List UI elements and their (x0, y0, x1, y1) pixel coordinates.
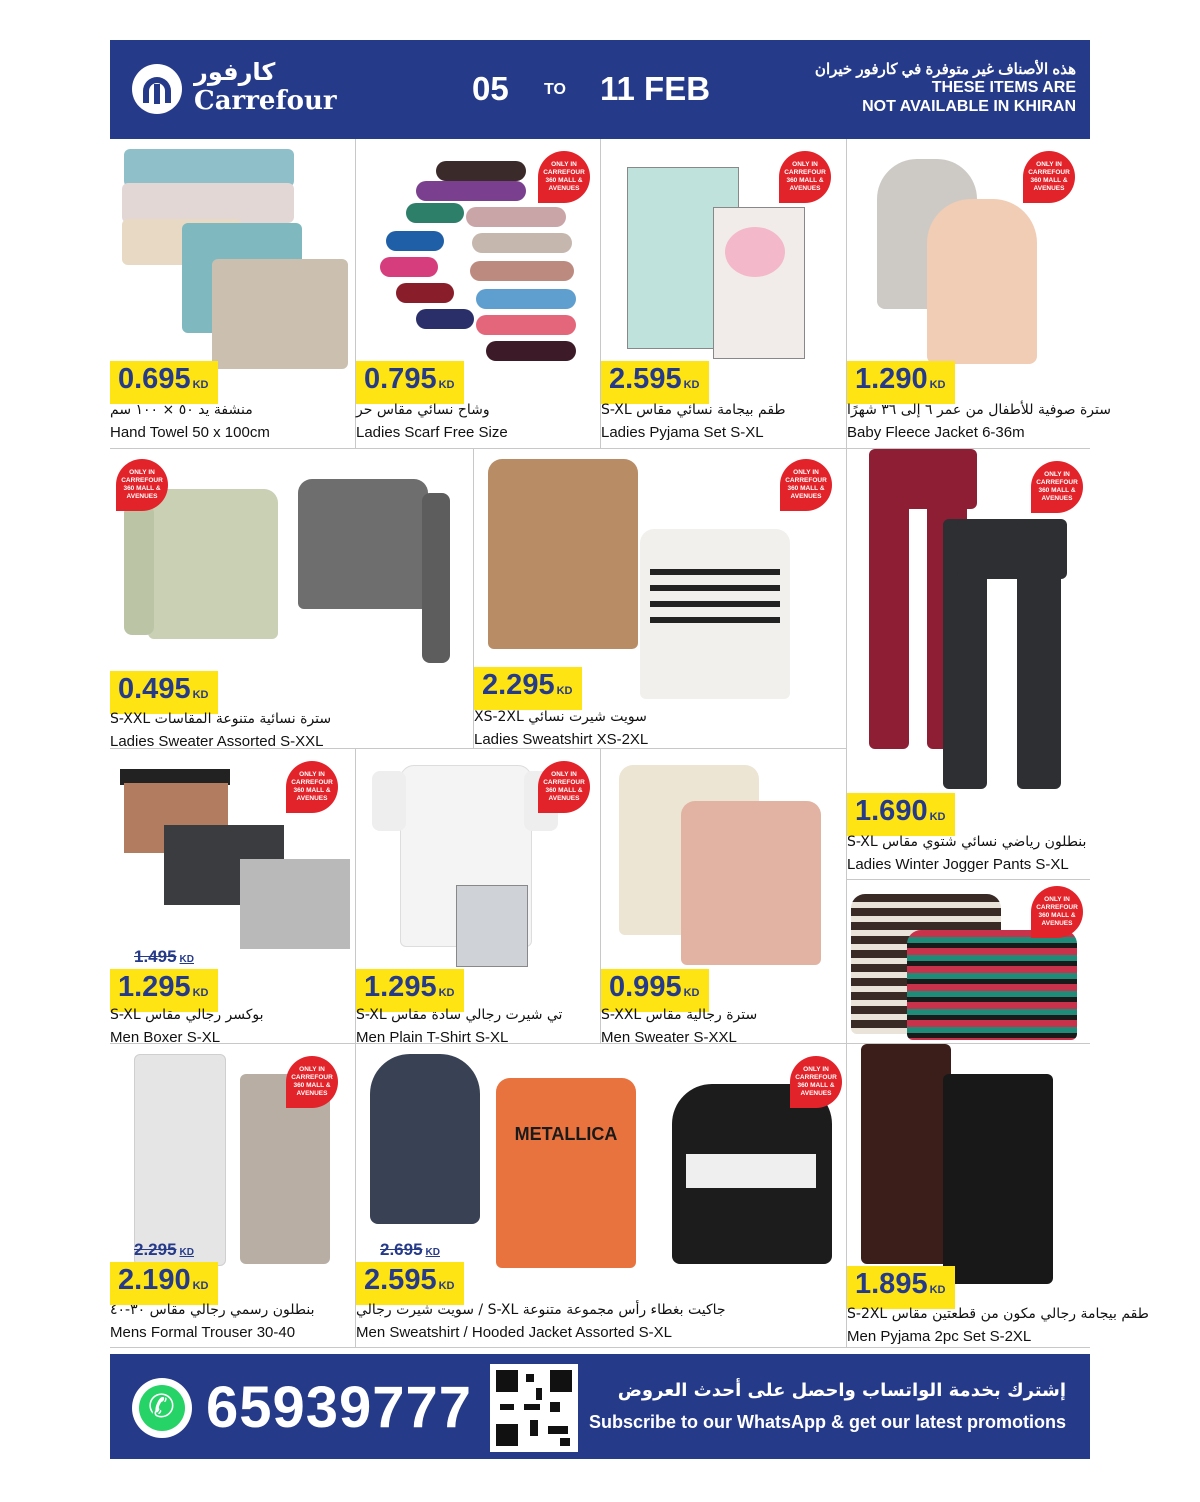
price-tag: 2.190 KD (110, 1262, 218, 1305)
product-name-arabic: سترة نسائية متنوعة المقاسات S-XXL (110, 711, 332, 727)
product-card[interactable] (356, 749, 601, 1044)
product-name-arabic: طقم بيجامة رجالي مكون من قطعتين مقاس S-2XL (847, 1306, 1149, 1322)
product-name-arabic: سويت شيرت نسائي XS-2XL (474, 709, 647, 725)
flyer-page (110, 40, 1149, 1460)
price-tag: 1.290 KD (847, 361, 955, 404)
product-name: Men Pyjama 2pc Set S-2XL (847, 1328, 1032, 1345)
product-card[interactable] (847, 1044, 1149, 1348)
availability-notice (815, 60, 1076, 116)
product-name-arabic: جاكيت بغطاء رأس مجموعة متنوعة S-XL / سويت شيرت رجالي (356, 1302, 726, 1318)
price-tag: 2.295 KD (474, 667, 582, 710)
whatsapp-footer (110, 1354, 1090, 1459)
product-name: Ladies Scarf Free Size (356, 424, 508, 441)
exclusive-store-badge: ONLY IN CARREFOUR 360 MALL & AVENUES (286, 1056, 338, 1108)
product-name-arabic: وشاح نسائي مقاس حر (356, 402, 490, 418)
product-card[interactable] (601, 749, 847, 1044)
product-card[interactable] (110, 1044, 356, 1348)
brand-name: Carrefour (194, 86, 337, 116)
price-tag: 1.690 KD (847, 793, 955, 836)
price-tag: 0.995 KD (601, 969, 709, 1012)
product-card[interactable] (847, 449, 1090, 880)
date-to: 11 FEB (600, 70, 711, 107)
notice-arabic: هذه الأصناف غير متوفرة في كارفور خيران (814, 61, 1076, 78)
product-name-arabic: بنطلون رياضي نسائي شتوي مقاس S-XL (847, 834, 1087, 850)
men-sweater-image (611, 765, 831, 965)
price-tag: 0.495 KD (110, 671, 218, 714)
price-tag: 2.595 KD (356, 1262, 464, 1305)
old-price: 2.695 KD (380, 1240, 440, 1259)
product-card[interactable] (356, 1044, 847, 1348)
men-pyjama-image (857, 1044, 1077, 1284)
product-name: Ladies Pyjama Set S-XL (601, 424, 764, 441)
product-name: Ladies Sweatshirt XS-2XL (474, 731, 649, 748)
product-name: Men Plain T-Shirt S-XL (356, 1029, 509, 1046)
product-name: Ladies Sweater Assorted S-XXL (110, 733, 324, 750)
price-tag: 1.895 KD (847, 1266, 955, 1309)
price-tag: 0.795 KD (356, 361, 464, 404)
qr-code-icon[interactable] (490, 1364, 578, 1452)
product-name: Baby Fleece Jacket 6-36m (847, 424, 1025, 441)
product-card[interactable] (110, 749, 356, 1044)
subscribe-text: Subscribe to our WhatsApp & get our latest promotions (588, 1412, 1066, 1432)
flyer-header (110, 40, 1090, 139)
sweatshirt-hoodie-image: METALLICA (356, 1054, 846, 1264)
whatsapp-icon[interactable] (132, 1378, 192, 1438)
product-name-arabic: بنطلون رسمي رجالي مقاس ٣٠-٤٠ (110, 1302, 315, 1318)
exclusive-store-badge: ONLY IN CARREFOUR 360 MALL & AVENUES (780, 459, 832, 511)
exclusive-store-badge: ONLY IN CARREFOUR 360 MALL & AVENUES (538, 151, 590, 203)
product-name-arabic: طقم بيجامة نسائي مقاس S-XL (601, 402, 786, 418)
product-name-arabic: سترة صوفية للأطفال من عمر ٦ إلى ٣٦ شهرًا (847, 402, 1111, 418)
price-tag: 2.595 KD (601, 361, 709, 404)
old-price: 1.495 KD (134, 947, 194, 966)
carrefour-logo (132, 58, 352, 120)
product-name-arabic: بوكسر رجالي مقاس S-XL (110, 1007, 264, 1023)
product-name: Hand Towel 50 x 100cm (110, 424, 270, 441)
brand-name-arabic: كارفور (194, 58, 276, 86)
product-name: Mens Formal Trouser 30-40 (110, 1324, 296, 1341)
product-name: Men Boxer S-XL (110, 1029, 221, 1046)
subscribe-text-arabic: إشترك بخدمة الواتساب واحصل على أحدث العروض (617, 1380, 1066, 1401)
exclusive-store-badge: ONLY IN CARREFOUR 360 MALL & AVENUES (1023, 151, 1075, 203)
exclusive-store-badge: ONLY IN CARREFOUR 360 MALL & AVENUES (286, 761, 338, 813)
product-card[interactable] (110, 139, 356, 449)
product-card[interactable] (474, 449, 847, 749)
exclusive-store-badge: ONLY IN CARREFOUR 360 MALL & AVENUES (790, 1056, 842, 1108)
product-name: Ladies Winter Jogger Pants S-XL (847, 856, 1069, 873)
product-name-arabic: تي شيرت رجالي سادة مقاس S-XL (356, 1007, 563, 1023)
exclusive-store-badge: ONLY IN CARREFOUR 360 MALL & AVENUES (538, 761, 590, 813)
product-name: Men Sweater S-XXL (601, 1029, 737, 1046)
towels-image (120, 149, 350, 359)
exclusive-store-badge: ONLY IN CARREFOUR 360 MALL & AVENUES (116, 459, 168, 511)
price-tag: 0.695 KD (110, 361, 218, 404)
exclusive-store-badge: ONLY IN CARREFOUR 360 MALL & AVENUES (1031, 461, 1083, 513)
exclusive-store-badge: ONLY IN CARREFOUR 360 MALL & AVENUES (1031, 886, 1083, 938)
product-card[interactable] (356, 139, 601, 449)
jogger-pants-image (857, 449, 1057, 789)
exclusive-store-badge: ONLY IN CARREFOUR 360 MALL & AVENUES (779, 151, 831, 203)
notice-line-2: NOT AVAILABLE IN KHIRAN (862, 98, 1076, 115)
whatsapp-phone-number[interactable]: 65939777 (206, 1375, 473, 1440)
date-from: 05 (472, 70, 509, 107)
product-card[interactable] (847, 139, 1111, 449)
price-tag: 1.295 KD (110, 969, 218, 1012)
carrefour-logo-icon (132, 64, 182, 114)
product-name-arabic: سترة رجالية مقاس S-XXL (601, 1007, 758, 1023)
old-price: 2.295 KD (134, 1240, 194, 1259)
product-name-arabic: منشفة يد ٥٠ × ١٠٠ سم (110, 402, 253, 418)
notice-line-1: THESE ITEMS ARE (931, 79, 1076, 96)
date-separator: TO (544, 81, 566, 98)
price-tag: 1.295 KD (356, 969, 464, 1012)
product-card[interactable] (601, 139, 847, 449)
product-name: Men Sweatshirt / Hooded Jacket Assorted S-XL (356, 1324, 672, 1341)
product-image-panel (847, 880, 1090, 1044)
product-card[interactable] (110, 449, 474, 749)
